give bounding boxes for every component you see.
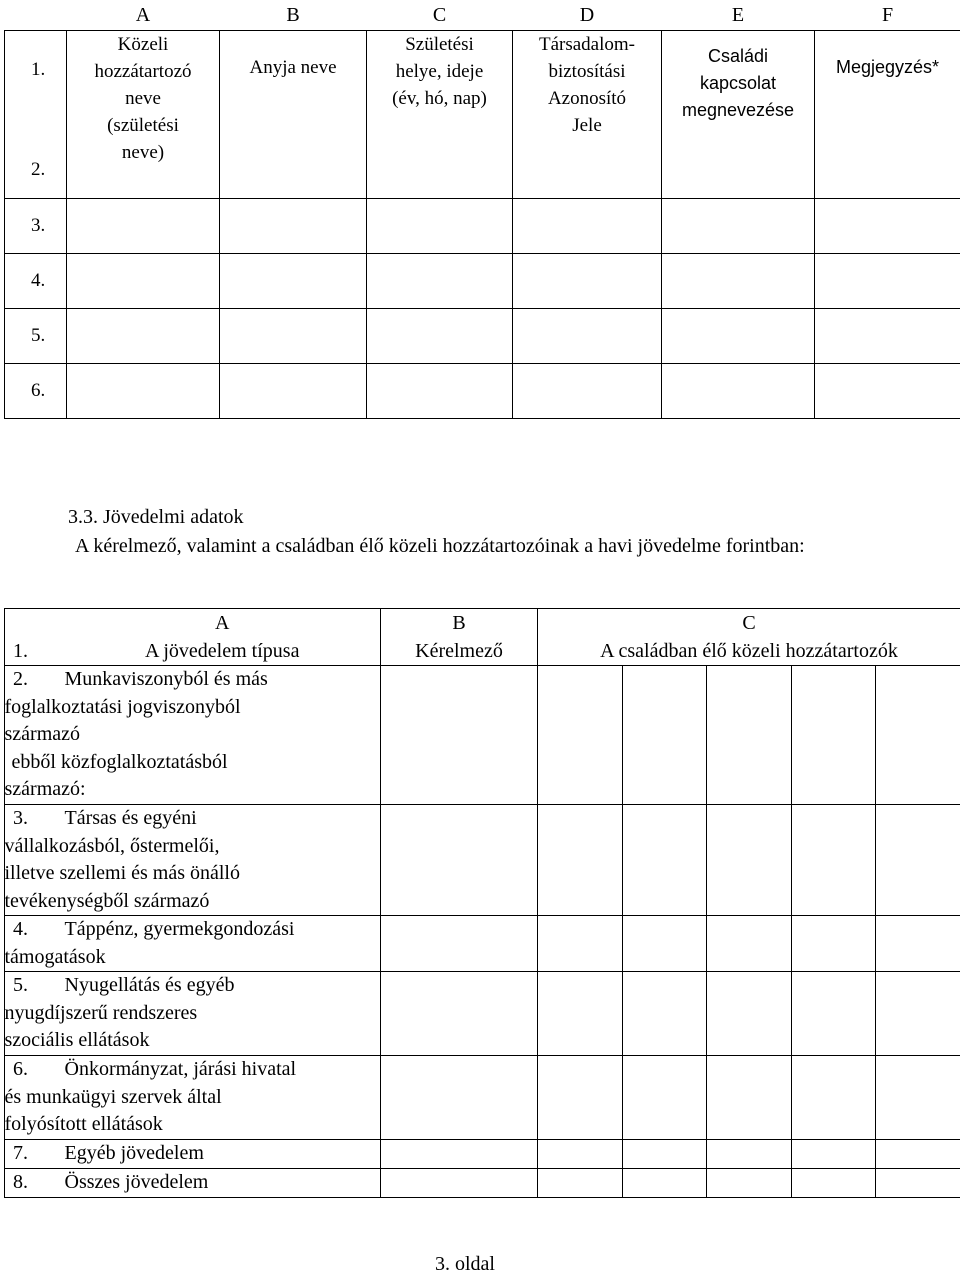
income-type-label: [4, 916, 381, 972]
applicant-income-cell[interactable]: [381, 972, 538, 1056]
income-type-line: Összes jövedelem: [64, 1171, 209, 1193]
table-cell[interactable]: [220, 364, 367, 419]
header-relative-name: Közeli hozzátartozó neve (születési neve): [67, 31, 220, 199]
row-number: 3.: [5, 199, 67, 254]
family-member-income-cell[interactable]: [538, 972, 622, 1055]
section-body: A kérelmező, valamint a családban élő közeli hozzátartozóinak a havi jövedelme forintban:: [75, 535, 805, 557]
table-cell[interactable]: [815, 309, 960, 364]
table-cell[interactable]: [662, 309, 815, 364]
family-income-cells: [538, 916, 960, 972]
family-income-cells: [538, 1056, 960, 1140]
family-income-cells: [538, 972, 960, 1056]
family-members-grid: [538, 1056, 960, 1139]
income-type-line: szociális ellátások: [4, 1029, 150, 1051]
table-cell[interactable]: [220, 199, 367, 254]
family-member-income-cell[interactable]: [791, 916, 875, 971]
table-cell[interactable]: [513, 309, 662, 364]
header-social-security-id: Társadalom- biztosítási Azonosító Jele: [513, 31, 662, 199]
table-cell[interactable]: [220, 309, 367, 364]
income-type-line: származó:: [4, 778, 86, 800]
income-type-line: Társas és egyéni: [64, 807, 197, 829]
income-type-line: foglalkoztatási jogviszonyból: [4, 695, 241, 718]
applicant-income-cell[interactable]: [381, 1056, 538, 1140]
applicant-income-cell[interactable]: [381, 916, 538, 972]
page-number: 3. oldal: [435, 1253, 495, 1275]
income-type-label: [4, 972, 381, 1056]
family-member-income-cell[interactable]: [707, 972, 791, 1055]
row-number: 2.: [31, 159, 46, 180]
row-number: 5.: [5, 309, 67, 364]
column-header-row: [5, 637, 960, 666]
column-letter: E: [731, 3, 745, 26]
table-row: [5, 805, 960, 916]
family-members-grid: [538, 805, 960, 915]
applicant-income-cell[interactable]: [381, 805, 538, 916]
applicant-income-cell[interactable]: [381, 1169, 538, 1198]
income-table: [4, 608, 960, 1198]
header-applicant: Kérelmező: [381, 637, 538, 666]
income-type-line: és munkaügyi szervek által: [4, 1085, 222, 1108]
income-type-line: vállalkozásból, őstermelői,: [4, 834, 220, 857]
family-member-income-cell[interactable]: [876, 1056, 960, 1139]
family-members-grid: [538, 1169, 960, 1197]
family-members-grid: [538, 972, 960, 1055]
family-member-income-cell[interactable]: [791, 1056, 875, 1139]
column-letter: C: [538, 609, 960, 638]
header-birth-place-date: Születési helye, ideje (év, hó, nap): [367, 31, 513, 199]
family-members-grid: [538, 1140, 960, 1168]
family-income-cells: [538, 805, 960, 916]
header-remark: Megjegyzés*: [815, 31, 960, 199]
income-type-label: [65, 1169, 381, 1198]
income-type-label: [65, 1140, 381, 1169]
family-income-cells: [538, 1169, 960, 1198]
income-type-label: [4, 666, 381, 805]
header-row: [5, 31, 960, 199]
family-member-income-cell[interactable]: [876, 805, 960, 915]
row-number: 1. 2.: [5, 31, 67, 199]
table-cell[interactable]: [815, 254, 960, 309]
table-row: [5, 254, 960, 309]
family-member-income-cell[interactable]: [622, 916, 706, 971]
income-rows: [5, 666, 960, 1198]
family-member-income-cell[interactable]: [707, 916, 791, 971]
table-cell[interactable]: [815, 199, 960, 254]
row-number: 3.: [5, 805, 65, 916]
section-title: 3.3. Jövedelmi adatok: [68, 506, 244, 528]
table-cell[interactable]: [662, 364, 815, 419]
row-number: 6.: [5, 364, 67, 419]
income-type-line: Táppénz, gyermekgondozási: [64, 918, 295, 940]
income-type-line: Egyéb jövedelem: [64, 1142, 204, 1164]
column-letter: A: [135, 3, 151, 26]
column-letter-row: [5, 609, 960, 638]
applicant-income-cell[interactable]: [381, 1140, 538, 1169]
table-row: [5, 364, 960, 419]
table-cell[interactable]: [513, 199, 662, 254]
applicant-income-cell[interactable]: [381, 666, 538, 805]
income-type-line: Nyugellátás és egyéb: [64, 974, 235, 996]
header-mother-name: Anyja neve: [220, 31, 367, 199]
table-row: [5, 309, 960, 364]
income-type-line: származó: [4, 723, 81, 745]
income-type-line: folyósított ellátások: [4, 1113, 163, 1135]
family-member-income-cell[interactable]: [707, 805, 791, 915]
family-member-income-cell[interactable]: [538, 666, 622, 804]
row-number: 7.: [5, 1140, 65, 1169]
table-row: [5, 1056, 960, 1140]
table-row: [5, 666, 960, 805]
table-cell[interactable]: [367, 199, 513, 254]
table-cell[interactable]: [67, 309, 220, 364]
table-cell[interactable]: [67, 364, 220, 419]
family-member-income-cell[interactable]: [791, 972, 875, 1055]
table-row: [5, 916, 960, 972]
family-member-income-cell[interactable]: [622, 805, 706, 915]
column-letter: B: [286, 3, 300, 26]
column-letter: D: [579, 3, 595, 26]
relatives-table: [4, 0, 960, 419]
table-cell[interactable]: [367, 254, 513, 309]
table-cell[interactable]: [662, 199, 815, 254]
family-member-income-cell[interactable]: [791, 1140, 875, 1168]
table-row: [5, 972, 960, 1056]
family-income-cells: [538, 666, 960, 805]
row-number: 8.: [5, 1169, 65, 1198]
family-member-income-cell[interactable]: [538, 916, 622, 971]
family-member-income-cell[interactable]: [538, 1056, 622, 1139]
table-cell[interactable]: [220, 254, 367, 309]
table-row: [5, 1169, 960, 1198]
table-row: [5, 199, 960, 254]
income-type-line: nyugdíjszerű rendszeres: [4, 1001, 198, 1024]
family-members-grid: [538, 916, 960, 971]
column-letter: A: [65, 609, 381, 638]
family-member-income-cell[interactable]: [791, 666, 875, 804]
column-letter: C: [432, 3, 447, 26]
income-type-line: támogatások: [4, 945, 106, 968]
family-member-income-cell[interactable]: [538, 805, 622, 915]
income-type-line: illetve szellemi és más önálló: [4, 862, 240, 884]
family-member-income-cell[interactable]: [791, 805, 875, 915]
income-type-line: Munkaviszonyból és más: [64, 668, 268, 690]
income-type-label: [4, 1056, 381, 1140]
family-income-cells: [538, 1140, 960, 1169]
family-member-income-cell[interactable]: [876, 1140, 960, 1168]
row-number: 1.: [5, 637, 65, 666]
income-type-label: [4, 805, 381, 916]
header-income-type: A jövedelem típusa: [65, 637, 381, 666]
family-member-income-cell[interactable]: [707, 1169, 791, 1197]
family-member-income-cell[interactable]: [876, 1169, 960, 1197]
family-member-income-cell[interactable]: [622, 666, 706, 804]
family-member-income-cell[interactable]: [876, 972, 960, 1055]
family-member-income-cell[interactable]: [622, 1169, 706, 1197]
column-letter: F: [881, 3, 894, 26]
family-member-income-cell[interactable]: [707, 666, 791, 804]
header-family-relation: Családi kapcsolat megnevezése: [662, 31, 815, 199]
row-number: 4.: [5, 916, 65, 972]
header-family-members: A családban élő közeli hozzátartozók: [538, 637, 960, 666]
row-number: 2.: [5, 666, 65, 805]
table-cell[interactable]: [367, 309, 513, 364]
family-member-income-cell[interactable]: [707, 1140, 791, 1168]
column-letter: B: [381, 609, 538, 638]
family-member-income-cell[interactable]: [876, 916, 960, 971]
row-number: 6.: [5, 1056, 65, 1140]
family-member-income-cell[interactable]: [622, 1140, 706, 1168]
table-cell[interactable]: [513, 364, 662, 419]
table-cell[interactable]: [67, 199, 220, 254]
column-letter-row: [5, 0, 960, 31]
table-cell[interactable]: [513, 254, 662, 309]
family-member-income-cell[interactable]: [791, 1169, 875, 1197]
family-member-income-cell[interactable]: [707, 1056, 791, 1139]
table-cell[interactable]: [815, 364, 960, 419]
income-type-line: ebből közfoglalkoztatásból: [11, 750, 228, 773]
row-number: 4.: [5, 254, 67, 309]
family-members-grid: [538, 666, 960, 804]
family-member-income-cell[interactable]: [622, 972, 706, 1055]
table-row: [5, 1140, 960, 1169]
family-member-income-cell[interactable]: [538, 1140, 622, 1168]
income-type-line: tevékenységből származó: [4, 889, 210, 912]
table-cell[interactable]: [67, 254, 220, 309]
table-cell[interactable]: [662, 254, 815, 309]
table-cell[interactable]: [367, 364, 513, 419]
family-member-income-cell[interactable]: [622, 1056, 706, 1139]
income-type-line: Önkormányzat, járási hivatal: [64, 1058, 297, 1080]
family-member-income-cell[interactable]: [538, 1169, 622, 1197]
row-number: 5.: [5, 972, 65, 1056]
family-member-income-cell[interactable]: [876, 666, 960, 804]
